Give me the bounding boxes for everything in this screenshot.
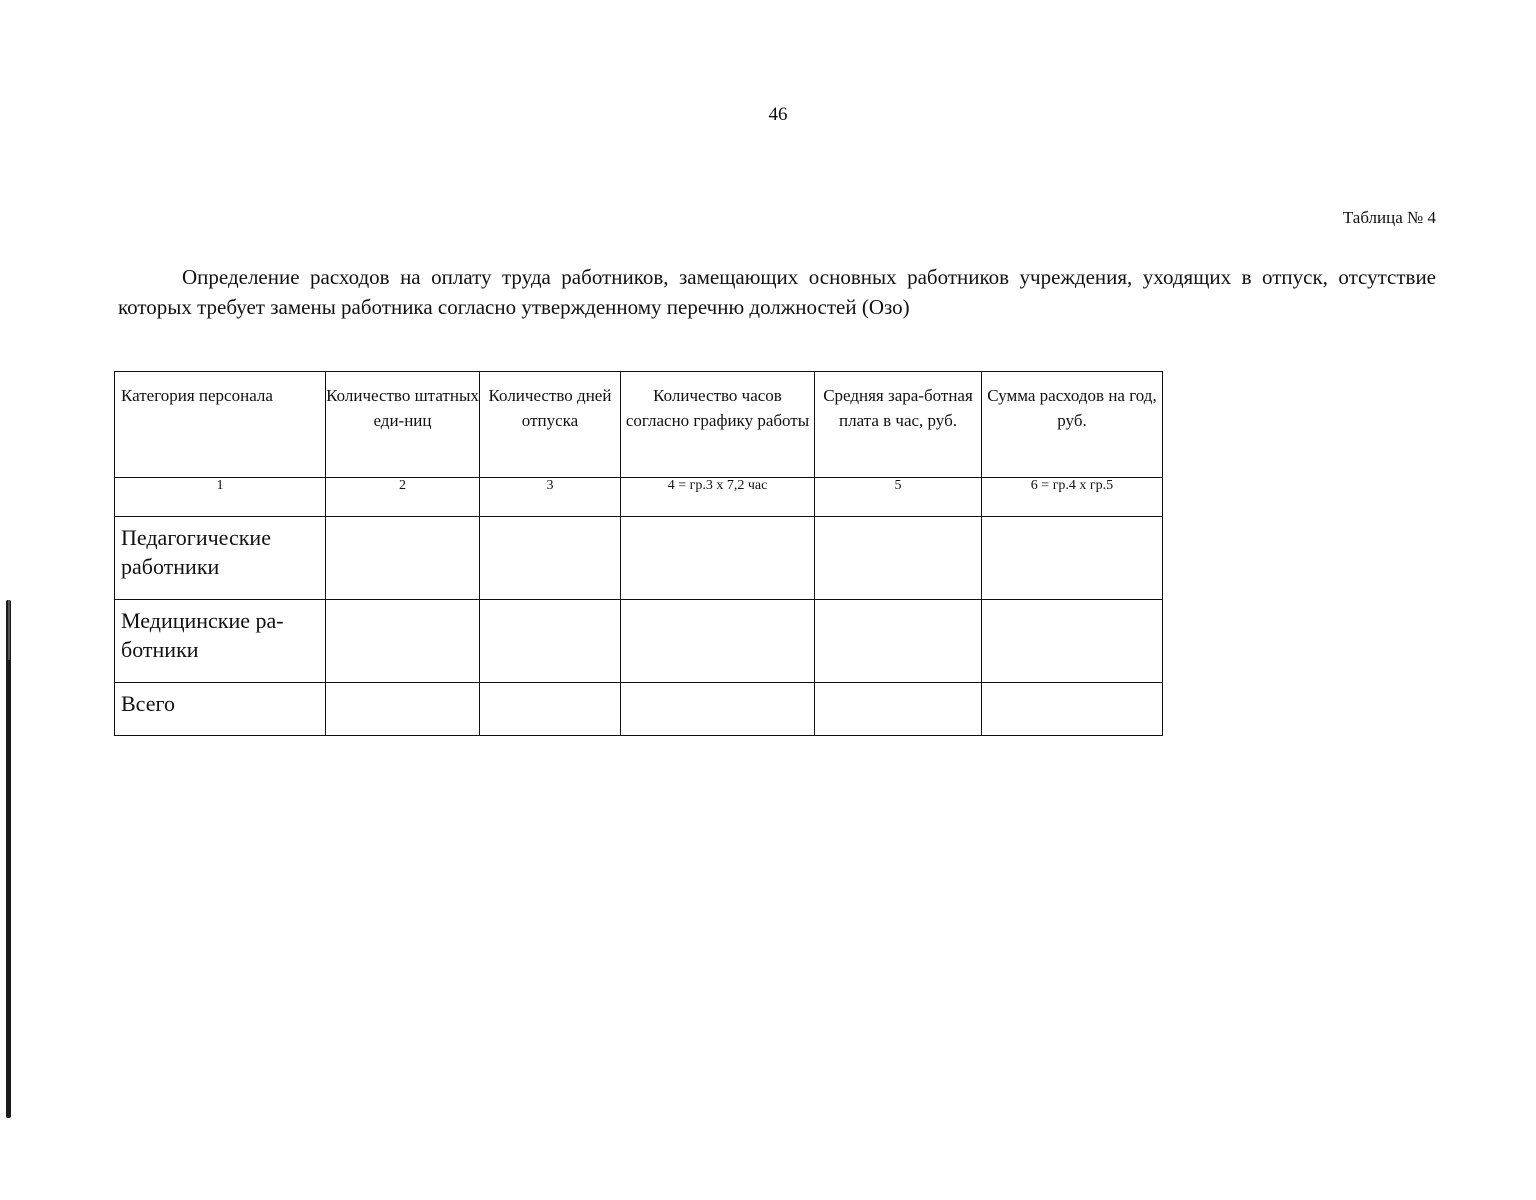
- row-category: Медицинские ра-ботники: [115, 600, 326, 683]
- expenses-table: [114, 371, 1163, 736]
- page-number: 46: [768, 104, 788, 125]
- table-row: [115, 517, 1163, 600]
- header-avg-wage: Средняя зара-ботная плата в час, руб.: [815, 372, 982, 478]
- table-row: [115, 600, 1163, 683]
- table-row: [115, 683, 1163, 736]
- column-number: 2: [326, 478, 480, 517]
- table-label: Таблица № 4: [1342, 208, 1436, 227]
- scan-edge-mark: [6, 600, 11, 1118]
- header-vacation-days: Количество дней отпуска: [480, 372, 621, 478]
- table-cell: [815, 600, 982, 683]
- table-cell: [326, 517, 480, 600]
- header-staff-units: Количество штатных еди-ниц: [326, 372, 480, 478]
- column-number: 4 = гр.3 х 7,2 час: [621, 478, 815, 517]
- header-annual-sum: Сумма расходов на год, руб.: [982, 372, 1163, 478]
- scan-edge-mark-top: [8, 600, 10, 660]
- header-category: Категория персонала: [115, 372, 326, 478]
- table-cell: [982, 600, 1163, 683]
- column-number: 5: [815, 478, 982, 517]
- column-number: 6 = гр.4 х гр.5: [982, 478, 1163, 517]
- table-cell: [815, 517, 982, 600]
- row-category: Педагогические работники: [115, 517, 326, 600]
- table-cell: [815, 683, 982, 736]
- document-title: Определение расходов на оплату труда работников, замещающих основных работников учреждения, уходящих в отпуск, отсутствие которых требует замены работника согласно утвержденному перечню должностей (Озо): [118, 265, 1436, 319]
- header-hours: Количество часов согласно графику работы: [621, 372, 815, 478]
- table-cell: [621, 600, 815, 683]
- table-cell: [480, 517, 621, 600]
- column-number: 3: [480, 478, 621, 517]
- table-cell: [982, 517, 1163, 600]
- table-cell: [326, 683, 480, 736]
- table-cell: [982, 683, 1163, 736]
- column-number: 1: [115, 478, 326, 517]
- table-cell: [621, 683, 815, 736]
- table-cell: [480, 683, 621, 736]
- table-cell: [621, 517, 815, 600]
- header-row: [115, 372, 1163, 478]
- table-cell: [326, 600, 480, 683]
- row-category: Всего: [115, 683, 326, 736]
- table-cell: [480, 600, 621, 683]
- column-number-row: [115, 478, 1163, 517]
